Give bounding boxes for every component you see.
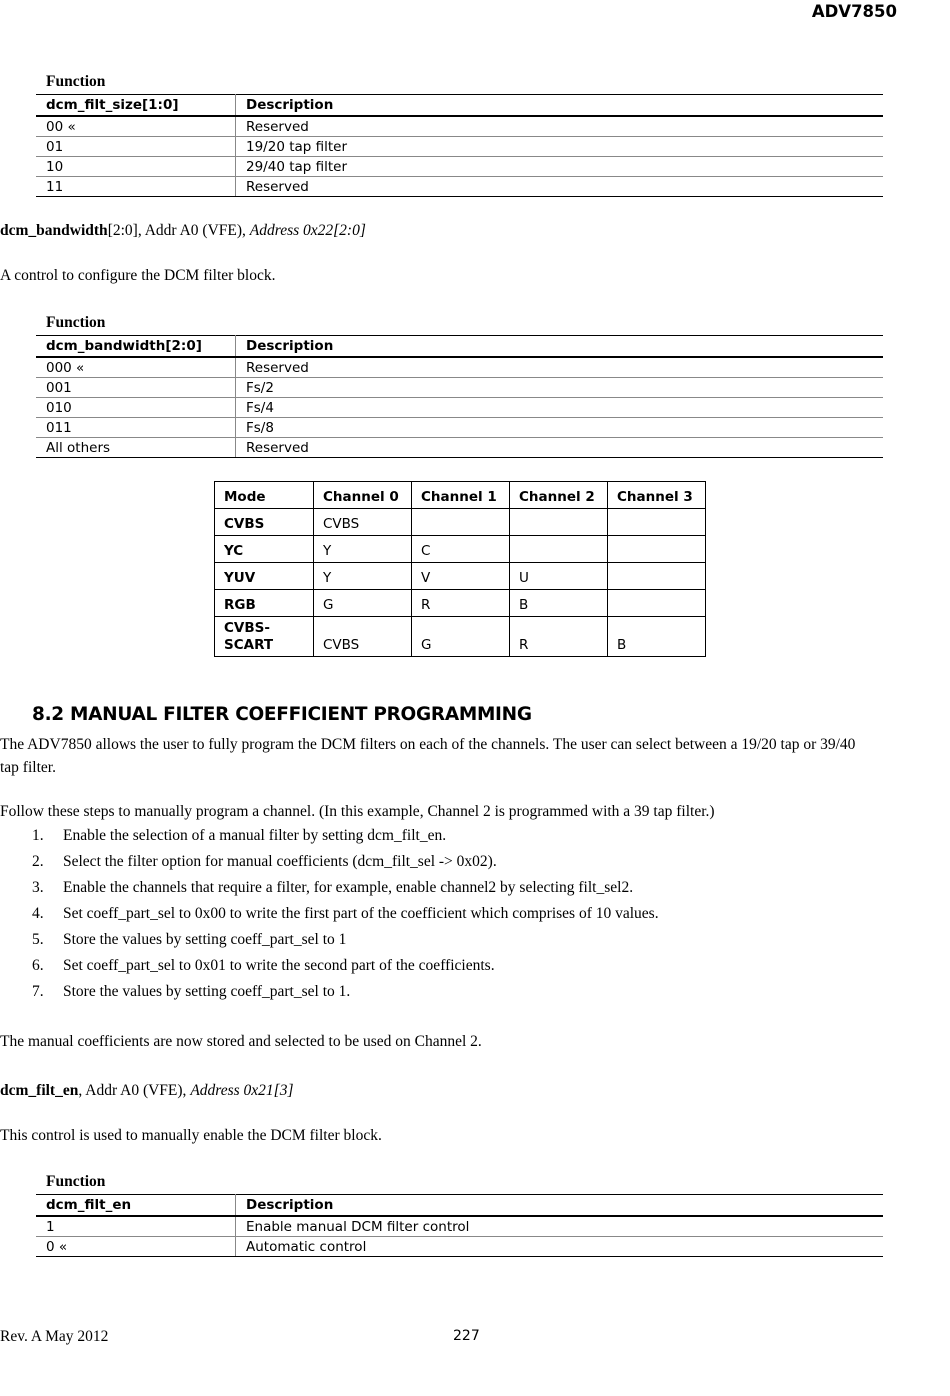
mode-cell: [215, 617, 314, 657]
step-number: 1.: [32, 827, 44, 844]
step-text: Enable the selection of a manual filter by setting dcm_filt_en.: [63, 827, 447, 844]
description-cell: Reserved: [236, 177, 884, 197]
channel-cell: CVBS: [314, 617, 412, 657]
channel-cell: [412, 509, 510, 536]
mode-cell-line: CVBS-: [224, 620, 270, 636]
table-row: [36, 1237, 883, 1257]
table-row: [36, 157, 883, 177]
table-caption: Function: [46, 73, 106, 90]
dcm-filt-size-table: [36, 70, 883, 197]
column-header: Channel 0: [314, 482, 412, 509]
register-address: Address 0x22[2:0]: [249, 222, 366, 239]
footer-revision: Rev. A May 2012: [0, 1328, 109, 1345]
column-header: Channel 2: [510, 482, 608, 509]
table-row: [215, 563, 706, 590]
page-number: 227: [453, 1328, 480, 1344]
channel-cell: V: [412, 563, 510, 590]
column-header: Mode: [215, 482, 314, 509]
section-heading: 8.2 MANUAL FILTER COEFFICIENT PROGRAMMING: [32, 704, 532, 725]
section-intro-line-1: The ADV7850 allows the user to fully program the DCM filters on each of the channels. The user can select between a 19/20 tap or 39/40: [0, 736, 856, 753]
channel-cell: U: [510, 563, 608, 590]
channel-cell: [608, 536, 706, 563]
register-addr: , Addr A0 (VFE),: [137, 222, 250, 239]
table-row: [215, 590, 706, 617]
channel-cell: C: [412, 536, 510, 563]
step-text: Set coeff_part_sel to 0x01 to write the second part of the coefficients.: [63, 957, 495, 974]
table-row: [36, 137, 883, 157]
column-header: Channel 1: [412, 482, 510, 509]
column-header: Description: [236, 336, 884, 358]
value-cell: 00 «: [36, 116, 236, 137]
column-header: dcm_filt_en: [36, 1195, 236, 1217]
dcm-bandwidth-description: A control to configure the DCM filter block.: [0, 267, 276, 284]
table-row: [36, 378, 883, 398]
description-cell: Enable manual DCM filter control: [236, 1216, 884, 1237]
description-cell: 29/40 tap filter: [236, 157, 884, 177]
value-cell: 000 «: [36, 357, 236, 378]
register-addr: , Addr A0 (VFE),: [78, 1082, 191, 1099]
table-header-row: [215, 482, 706, 509]
step-number: 5.: [32, 931, 44, 948]
value-cell: 011: [36, 418, 236, 438]
table-row: [215, 536, 706, 563]
table-caption: Function: [46, 1173, 106, 1190]
section-conclusion: The manual coefficients are now stored and selected to be used on Channel 2.: [0, 1033, 482, 1050]
channel-cell: [608, 563, 706, 590]
table-row: [215, 509, 706, 536]
step-number: 6.: [32, 957, 44, 974]
channel-cell: R: [412, 590, 510, 617]
value-cell: 11: [36, 177, 236, 197]
step-number: 2.: [32, 853, 44, 870]
description-cell: Reserved: [236, 357, 884, 378]
register-bits: [2:0]: [107, 222, 138, 239]
step-text: Store the values by setting coeff_part_sel to 1.: [63, 983, 351, 1000]
channel-cell: G: [412, 617, 510, 657]
step-text: Set coeff_part_sel to 0x00 to write the first part of the coefficient which comprises of 10 values.: [63, 905, 659, 922]
channel-cell: B: [608, 617, 706, 657]
register-name: dcm_bandwidth: [0, 222, 108, 239]
value-cell: 10: [36, 157, 236, 177]
description-cell: Reserved: [236, 438, 884, 458]
mode-cell-line: SCART: [224, 637, 274, 653]
register-name: dcm_filt_en: [0, 1082, 79, 1099]
table-row: [36, 177, 883, 197]
section-intro-line-2: tap filter.: [0, 759, 56, 776]
step-text: Select the filter option for manual coefficients (dcm_filt_sel -> 0x02).: [63, 853, 497, 870]
table-header-row: [36, 336, 883, 358]
column-header: dcm_bandwidth[2:0]: [36, 336, 236, 358]
step-text: Enable the channels that require a filter, for example, enable channel2 by selecting filt_sel2.: [63, 879, 634, 896]
mode-cell: YUV: [215, 563, 314, 590]
step-number: 7.: [32, 983, 44, 1000]
value-cell: 010: [36, 398, 236, 418]
column-header: Description: [236, 1195, 884, 1217]
value-cell: 0 «: [36, 1237, 236, 1257]
mode-cell: RGB: [215, 590, 314, 617]
table-caption: Function: [46, 314, 106, 331]
step-number: 3.: [32, 879, 44, 896]
description-cell: Automatic control: [236, 1237, 884, 1257]
description-cell: 19/20 tap filter: [236, 137, 884, 157]
dcm-filt-en-table: [36, 1170, 883, 1257]
channel-cell: [510, 509, 608, 536]
value-cell: 1: [36, 1216, 236, 1237]
table-row: [36, 357, 883, 378]
column-header: Channel 3: [608, 482, 706, 509]
channel-cell: [608, 509, 706, 536]
table-row: [215, 617, 706, 657]
table-header-row: [36, 95, 883, 117]
description-cell: Reserved: [236, 116, 884, 137]
register-address: Address 0x21[3]: [190, 1082, 294, 1099]
value-cell: All others: [36, 438, 236, 458]
value-cell: 001: [36, 378, 236, 398]
channel-cell: Y: [314, 563, 412, 590]
column-header: Description: [236, 95, 884, 117]
mode-cell: YC: [215, 536, 314, 563]
table-row: [36, 438, 883, 458]
table-row: [36, 398, 883, 418]
mode-channel-table: [214, 481, 706, 657]
table-row: [36, 1216, 883, 1237]
dcm-filt-en-description: This control is used to manually enable the DCM filter block.: [0, 1127, 382, 1144]
steps-intro: Follow these steps to manually program a channel. (In this example, Channel 2 is programmed with a 39 tap filter.): [0, 803, 715, 820]
document-title: ADV7850: [811, 2, 897, 21]
column-header: dcm_filt_size[1:0]: [36, 95, 236, 117]
table-row: [36, 116, 883, 137]
description-cell: Fs/8: [236, 418, 884, 438]
description-cell: Fs/2: [236, 378, 884, 398]
step-text: Store the values by setting coeff_part_sel to 1: [63, 931, 347, 948]
channel-cell: [608, 590, 706, 617]
mode-cell: CVBS: [215, 509, 314, 536]
dcm-bandwidth-table: [36, 311, 883, 458]
dcm-bandwidth-register-line: [0, 220, 366, 242]
table-header-row: [36, 1195, 883, 1217]
channel-cell: CVBS: [314, 509, 412, 536]
channel-cell: R: [510, 617, 608, 657]
table-row: [36, 418, 883, 438]
dcm-filt-en-register-line: [0, 1080, 294, 1102]
channel-cell: [510, 536, 608, 563]
channel-cell: G: [314, 590, 412, 617]
channel-cell: B: [510, 590, 608, 617]
step-number: 4.: [32, 905, 44, 922]
description-cell: Fs/4: [236, 398, 884, 418]
value-cell: 01: [36, 137, 236, 157]
channel-cell: Y: [314, 536, 412, 563]
